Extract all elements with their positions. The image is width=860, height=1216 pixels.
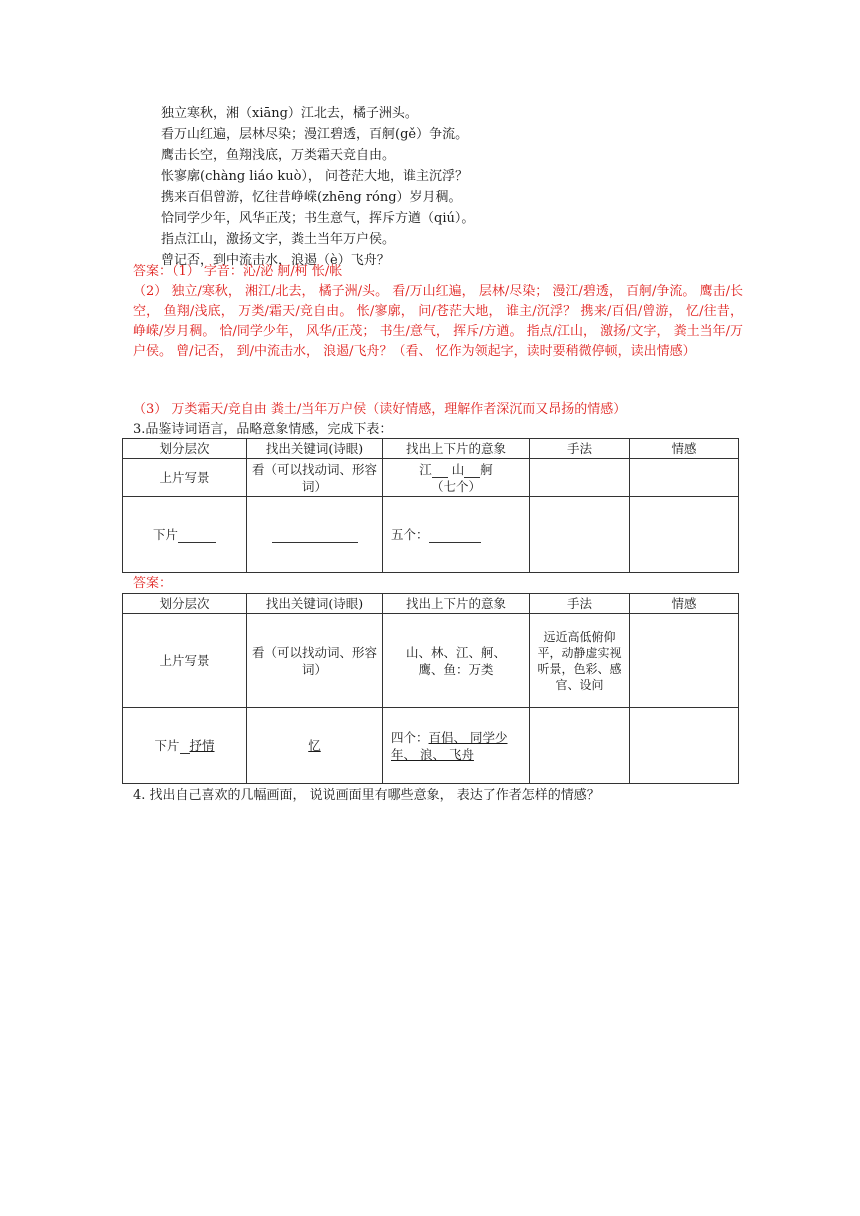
poem-line: 恰同学少年，风华正茂；书生意气，挥斥方遒（qiú）。 xyxy=(161,211,475,226)
answer-emphasis: （3） 万类霜天/竞自由 粪土/当年万户侯（读好情感，理解作者深沉而又昂扬的情感） xyxy=(133,402,627,417)
emotion-cell[interactable] xyxy=(630,497,739,573)
blank-line[interactable] xyxy=(178,527,216,543)
table-header-row xyxy=(123,594,739,614)
imagery-cell: 山、林、江、舸、鹰、鱼：万类 xyxy=(383,614,530,708)
filled-answer: 百侣、 同学少年、 浪、 飞舟 xyxy=(391,729,508,762)
technique-cell: 远近高低俯仰平，动静虚实视听景，色彩、感官、设问 xyxy=(530,614,630,708)
level-cell: 上片写景 xyxy=(123,459,247,497)
level-cell: 上片写景 xyxy=(123,614,247,708)
blank-line[interactable] xyxy=(464,462,480,478)
poem-line: 携来百侣曾游，忆往昔峥嵘(zhēng róng）岁月稠。 xyxy=(161,190,462,205)
header-cell: 手法 xyxy=(530,439,630,459)
technique-cell xyxy=(530,708,630,784)
emotion-cell[interactable] xyxy=(630,459,739,497)
imagery-cell: 五个： xyxy=(383,497,530,573)
answer-rhythm: （2） 独立/寒秋， 湘江/北去， 橘子洲/头。 看/万山红遍， 层林/尽染； 漫江/碧透， 百舸/争流。 鹰击/长空， 鱼翔/浅底， 万类/霜天/竞自由。 怅/寥廓， 问/苍茫大地， 谁主/沉浮？ 携来/百侣/曾游， 忆/往昔， 峥嵘/岁月稠。 恰/同学少年， 风华/正茂； 书生/意气， 挥斥/方遒。 指点/江山， 激扬/文字， 粪土当年/万户侯。 曾/记否， 到/中流击水， 浪遏/飞舟？（看、 忆作为领起字，读时要稍微停顿，读出情感） xyxy=(133,284,743,359)
header-cell: 划分层次 xyxy=(123,594,247,614)
table-row xyxy=(123,459,739,497)
poem-line: 独立寒秋，湘（xiāng）江北去，橘子洲头。 xyxy=(161,106,418,121)
level-cell: 下片 抒情 xyxy=(123,708,247,784)
header-cell: 找出关键词(诗眼) xyxy=(247,439,383,459)
keyword-cell: 看（可以找动词、形容词） xyxy=(247,614,383,708)
question-4: 4. 找出自己喜欢的几幅画面， 说说画面里有哪些意象， 表达了作者怎样的情感？ xyxy=(133,788,600,803)
exercise-table xyxy=(122,438,739,573)
emotion-cell xyxy=(630,708,739,784)
answer-pronunciation: 答案：（1） 字音：沁/泌 舸/柯 怅/帐 xyxy=(133,264,343,279)
question-3: 3.品鉴诗词语言，品略意象情感，完成下表： xyxy=(133,422,393,437)
imagery-cell: 四个：百侣、 同学少年、 浪、 飞舟 xyxy=(383,708,530,784)
table-row xyxy=(123,614,739,708)
table-row xyxy=(123,708,739,784)
level-cell: 下片 xyxy=(123,497,247,573)
header-cell: 划分层次 xyxy=(123,439,247,459)
blank-line[interactable] xyxy=(429,527,481,543)
keyword-cell xyxy=(247,708,383,784)
filled-answer: 抒情 xyxy=(189,738,215,753)
blank-line[interactable] xyxy=(272,527,358,543)
emotion-cell xyxy=(630,614,739,708)
poem-line: 怅寥廓(chàng liáo kuò）， 问苍茫大地，谁主沉浮？ xyxy=(161,169,469,184)
table-row xyxy=(123,497,739,573)
answer-table xyxy=(122,593,739,784)
technique-cell[interactable] xyxy=(530,497,630,573)
header-cell: 情感 xyxy=(630,594,739,614)
keyword-cell: 看（可以找动词、形容词） xyxy=(247,459,383,497)
poem-line: 指点江山，激扬文字，粪土当年万户侯。 xyxy=(161,232,396,247)
keyword-cell xyxy=(247,497,383,573)
technique-cell[interactable] xyxy=(530,459,630,497)
poem-line: 曾记否，到中流击水，浪遏（è）飞舟？ xyxy=(161,253,390,268)
header-cell: 情感 xyxy=(630,439,739,459)
blank-line[interactable] xyxy=(432,462,448,478)
poem-line: 鹰击长空，鱼翔浅底，万类霜天竞自由。 xyxy=(161,148,396,163)
answer-label: 答案： xyxy=(133,576,173,591)
header-cell: 找出关键词(诗眼) xyxy=(247,594,383,614)
header-cell: 找出上下片的意象 xyxy=(383,439,530,459)
header-cell: 找出上下片的意象 xyxy=(383,594,530,614)
header-cell: 手法 xyxy=(530,594,630,614)
imagery-cell: 江 山 舸 （七个） xyxy=(383,459,530,497)
filled-answer: 忆 xyxy=(308,738,321,753)
poem-text xyxy=(161,103,761,271)
poem-line: 看万山红遍，层林尽染；漫江碧透，百舸(gě）争流。 xyxy=(161,127,469,142)
table-header-row xyxy=(123,439,739,459)
